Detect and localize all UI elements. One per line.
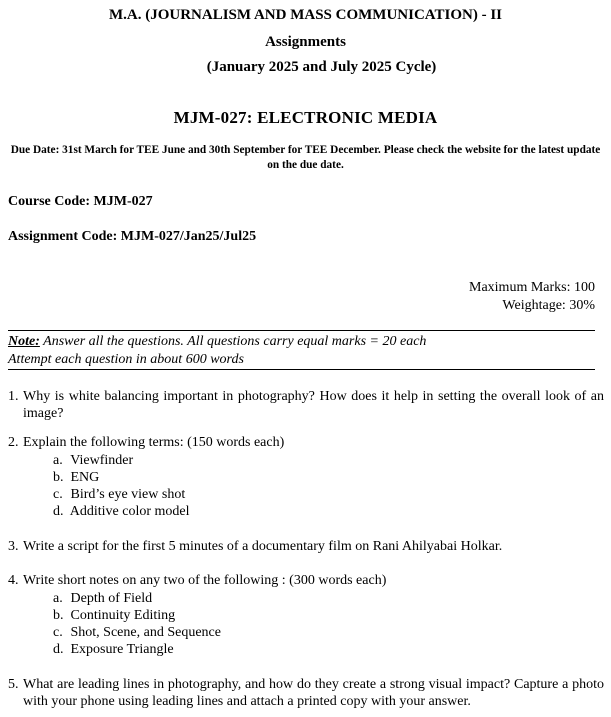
question-number: 1. [8,389,19,404]
item-label: c. [53,487,63,502]
list-item [53,624,221,641]
item-label: d. [53,642,64,657]
item-text: Depth of Field [70,591,153,606]
weightage: Weightage: 30% [502,298,595,313]
list-item [53,469,99,486]
program-title: M.A. (JOURNALISM AND MASS COMMUNICATION) - II [108,7,503,23]
list-item [53,607,175,624]
question-2 [8,434,604,451]
cycle-heading: (January 2025 and July 2025 Cycle) [206,59,437,75]
note-block [8,333,426,369]
question-number: 5. [8,677,19,692]
question-text: Write short notes on any two of the following : (300 words each) [23,573,387,588]
question-number: 3. [8,539,19,554]
note-line-2: Attempt each question in about 600 words [8,352,244,367]
question-text: Explain the following terms: (150 words each) [23,435,285,450]
item-label: a. [53,591,63,606]
list-item [53,452,133,469]
item-label: b. [53,608,64,623]
note-top-divider [8,330,595,331]
note-label: Note: [8,334,40,349]
list-item [53,503,190,520]
list-item [53,641,174,658]
item-text: Viewfinder [70,453,134,468]
question-text: What are leading lines in photography, and how do they create a strong visual impact? Capture a photo with your phone using leading lines and attach a printed copy with your answer. [23,677,604,709]
question-number: 2. [8,435,19,450]
item-label: d. [53,504,64,519]
course-code: Course Code: MJM-027 [8,194,153,209]
maximum-marks: Maximum Marks: 100 [469,280,595,295]
item-text: Continuity Editing [70,608,176,623]
assignments-heading: Assignments [265,34,346,50]
list-item [53,486,185,503]
item-text: ENG [70,470,100,485]
due-date-notice: Due Date: 31st March for TEE June and 30th September for TEE December. Please check the website for the latest update on the due date. [10,144,601,171]
question-number: 4. [8,573,19,588]
item-label: b. [53,470,64,485]
item-label: a. [53,453,63,468]
question-5 [8,676,604,710]
note-bottom-divider [8,369,595,370]
assignment-code: Assignment Code: MJM-027/Jan25/Jul25 [8,229,257,244]
question-text: Why is white balancing important in photography? How does it help in setting the overall look of an image? [23,389,604,421]
item-text: Exposure Triangle [70,642,174,657]
course-title: MJM-027: ELECTRONIC MEDIA [173,108,438,127]
note-line-1: Answer all the questions. All questions carry equal marks = 20 each [39,334,427,349]
item-label: c. [53,625,63,640]
question-3 [8,538,604,555]
item-text: Bird’s eye view shot [70,487,186,502]
question-text: Write a script for the first 5 minutes of a documentary film on Rani Ahilyabai Holkar. [23,539,503,554]
question-4 [8,572,604,589]
question-1 [8,388,604,422]
list-item [53,590,152,607]
item-text: Additive color model [69,504,190,519]
item-text: Shot, Scene, and Sequence [70,625,221,640]
